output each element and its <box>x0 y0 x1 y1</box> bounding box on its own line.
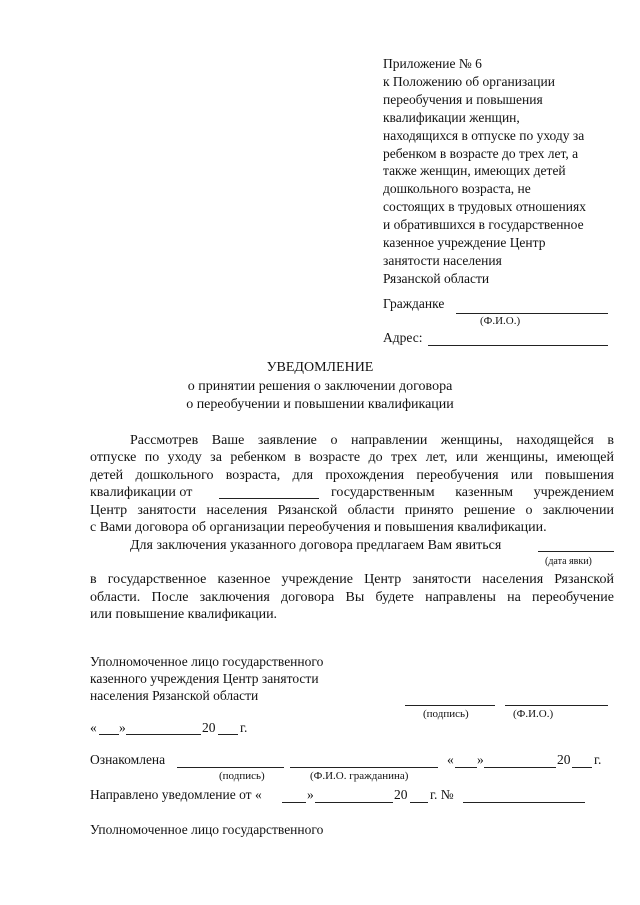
acknowledged-fio-caption: (Ф.И.О. гражданина) <box>310 770 409 782</box>
sent-number-label: г. № <box>430 787 454 802</box>
citizen-fio-line[interactable] <box>456 313 608 314</box>
date-open-quote: « <box>447 752 454 767</box>
appendix-line: дошкольного возраста, не <box>383 181 531 197</box>
body-paragraph-line: с Вами договора об организации переобучения и повышения квалификации. <box>90 520 547 535</box>
appendix-line: ребенком в возрасте до трех лет, а <box>383 145 579 161</box>
body-paragraph-line: области. После заключения договора Вы будете направлены на переобучение <box>90 590 614 605</box>
date-close-quote: » <box>119 720 126 735</box>
year-suffix: г. <box>594 752 602 767</box>
address-label: Адрес: <box>383 330 423 345</box>
appendix-line: состоящих в трудовых отношениях <box>383 199 586 215</box>
signature-fio-line[interactable] <box>505 705 608 706</box>
year-suffix: г. <box>240 720 248 735</box>
sent-year-line[interactable] <box>410 802 428 803</box>
signature-fio-caption: (Ф.И.О.) <box>513 708 554 720</box>
sent-number-line[interactable] <box>463 802 585 803</box>
notice-subtitle-1: о принятии решения о заключении договора <box>187 379 453 394</box>
appendix-line: Приложение № 6 <box>383 56 482 71</box>
authorized-person-line: Уполномоченное лицо государственного <box>90 654 324 669</box>
visit-date-caption: (дата явки) <box>545 556 592 567</box>
sent-notice-label: Направлено уведомление от « <box>90 787 262 802</box>
acknowledged-month-line[interactable] <box>484 767 556 768</box>
body-paragraph-line: детей дошкольного возраста, для прохождения переобучения или повышения <box>90 468 614 483</box>
date-close-quote: » <box>307 787 314 802</box>
acknowledged-year-line[interactable] <box>572 767 592 768</box>
qualification-date-line[interactable] <box>219 498 319 499</box>
footer-authorized-person: Уполномоченное лицо государственного <box>90 822 324 837</box>
body-paragraph-line: Центр занятости населения Рязанской области принято решение о заключении <box>90 503 614 518</box>
appendix-line: Рязанской области <box>383 270 490 286</box>
body-paragraph-line: или повышение квалификации. <box>90 607 278 622</box>
notice-subtitle-2: о переобучении и повышении квалификации <box>186 397 454 412</box>
appendix-block <box>383 55 623 288</box>
signature-year-line[interactable] <box>218 734 238 735</box>
notice-title: УВЕДОМЛЕНИЕ <box>266 360 374 375</box>
signature-month-line[interactable] <box>126 734 201 735</box>
appendix-line: казенное учреждение Центр <box>383 235 546 251</box>
body-paragraph-line: в государственное казенное учреждение Центр занятости населения Рязанской <box>90 572 614 587</box>
authorized-person-line: казенного учреждения Центр занятости <box>90 671 319 686</box>
appendix-line: также женщин, имеющих детей <box>383 163 566 179</box>
acknowledged-sign-caption: (подпись) <box>219 770 265 782</box>
appendix-line: и обратившихся в государственное <box>383 217 584 233</box>
acknowledged-label: Ознакомлена <box>90 752 166 767</box>
year-prefix: 20 <box>557 752 571 767</box>
appendix-line: квалификации женщин, <box>383 109 520 125</box>
body-paragraph-line: отпуске по уходу за ребенком в возрасте до трех лет, или женщины, имеющей <box>90 450 614 465</box>
date-open-quote: « <box>90 720 97 735</box>
year-prefix: 20 <box>394 787 408 802</box>
signature-caption: (подпись) <box>423 708 469 720</box>
acknowledged-signature-line[interactable] <box>177 767 284 768</box>
body-paragraph-line: Рассмотрев Ваше заявление о направлении женщины, находящейся в <box>130 433 614 448</box>
sent-day-line[interactable] <box>282 802 306 803</box>
appendix-line: находящихся в отпуске по уходу за <box>383 127 585 143</box>
date-close-quote: » <box>477 752 484 767</box>
authorized-person-line: населения Рязанской области <box>90 688 259 703</box>
body-paragraph-line: Для заключения указанного договора предлагаем Вам явиться <box>130 538 502 553</box>
appendix-line: переобучения и повышения <box>383 91 543 107</box>
citizen-fio-caption: (Ф.И.О.) <box>480 315 521 327</box>
acknowledged-day-line[interactable] <box>455 767 477 768</box>
appendix-line: к Положению об организации <box>383 73 555 89</box>
appendix-line: занятости населения <box>383 252 502 268</box>
acknowledged-fio-line[interactable] <box>290 767 438 768</box>
address-line[interactable] <box>428 345 608 346</box>
year-prefix: 20 <box>202 720 216 735</box>
citizen-label: Гражданке <box>383 296 445 311</box>
visit-date-line[interactable] <box>538 551 614 552</box>
sent-month-line[interactable] <box>315 802 393 803</box>
signature-day-line[interactable] <box>99 734 119 735</box>
qualification-from-label: квалификации от <box>90 485 193 500</box>
signature-line[interactable] <box>405 705 495 706</box>
body-paragraph-line: государственным казенным учреждением <box>331 485 614 500</box>
